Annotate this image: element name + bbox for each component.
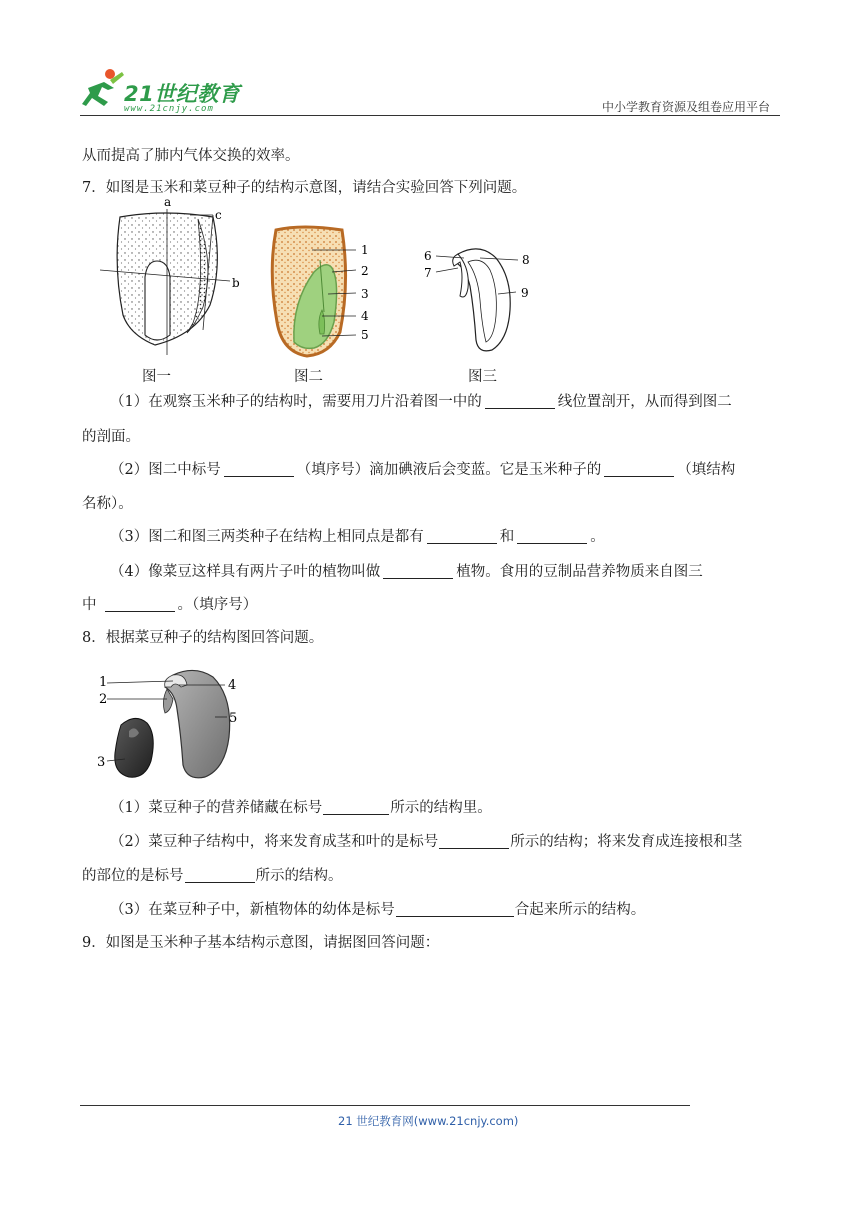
fig3-label-9: 9 — [521, 286, 529, 300]
figure-corn-seed-section — [262, 222, 382, 362]
answer-blank[interactable] — [105, 597, 175, 612]
q8-label-5: 5 — [229, 711, 238, 726]
header — [80, 66, 780, 116]
answer-blank[interactable] — [439, 834, 509, 849]
runner-logo-icon — [80, 66, 126, 110]
answer-blank[interactable] — [383, 564, 453, 579]
footer-rule — [80, 1105, 690, 1106]
fig3-caption: 图三 — [468, 369, 497, 385]
answer-blank[interactable] — [604, 462, 674, 477]
fig3-label-7: 7 — [424, 266, 432, 280]
fig3-label-8: 8 — [522, 253, 530, 267]
answer-blank[interactable] — [396, 902, 514, 917]
q7-part1-line2: 的剖面。 — [82, 429, 140, 445]
q8-label-3: 3 — [97, 755, 106, 770]
figure-corn-seed-outline — [95, 195, 245, 360]
q8-label-2: 2 — [99, 692, 108, 707]
q9-stem: 9．如图是玉米种子基本结构示意图，请据图回答问题： — [82, 935, 440, 951]
fig1-label-a: a — [164, 195, 172, 209]
footer-link[interactable]: 21 世纪教育网(www.21cnjy.com) — [338, 1114, 519, 1128]
q8-part3: （3）在菜豆种子中，新植物体的幼体是标号 合起来所示的结构。 — [110, 902, 646, 918]
fig2-label-4: 4 — [361, 309, 369, 323]
answer-blank[interactable] — [485, 394, 555, 409]
answer-blank[interactable] — [517, 529, 587, 544]
fig1-label-c: c — [215, 208, 222, 222]
carry-line: 从而提高了肺内气体交换的效率。 — [82, 148, 300, 164]
figure-bean-seed-outline — [420, 240, 540, 360]
fig2-label-3: 3 — [361, 287, 369, 301]
q8-label-4: 4 — [228, 678, 237, 693]
q8-stem: 8．根据菜豆种子的结构图回答问题。 — [82, 630, 324, 646]
figure-bean-seed-photo — [95, 665, 255, 785]
q8-part1: （1）菜豆种子的营养储藏在标号 所示的结构里。 — [110, 800, 492, 816]
logo-text: 21世纪教育 — [124, 82, 241, 106]
answer-blank[interactable] — [323, 800, 389, 815]
answer-blank[interactable] — [185, 868, 255, 883]
q8-label-1: 1 — [99, 675, 108, 690]
q7-part4-line1: （4）像菜豆这样具有两片子叶的植物叫做 植物。食用的豆制品营养物质来自图三 — [110, 564, 703, 580]
fig2-label-5: 5 — [361, 328, 369, 342]
platform-name: 中小学教育资源及组卷应用平台 — [601, 100, 770, 114]
fig2-label-1: 1 — [361, 243, 369, 257]
fig2-caption: 图二 — [294, 369, 323, 385]
fig2-label-2: 2 — [361, 264, 369, 278]
q7-stem: 7．如图是玉米和菜豆种子的结构示意图，请结合实验回答下列问题。 — [82, 180, 527, 196]
q7-part3: （3）图二和图三两类种子在结构上相同点是都有 和 。 — [110, 529, 605, 545]
fig1-label-b: b — [232, 276, 240, 290]
fig3-label-6: 6 — [424, 249, 432, 263]
answer-blank[interactable] — [224, 462, 294, 477]
logo-url: www.21cnjy.com — [124, 104, 214, 114]
q8-part2-line1: （2）菜豆种子结构中，将来发育成茎和叶的是标号 所示的结构；将来发育成连接根和茎 — [110, 834, 743, 850]
header-rule — [80, 115, 780, 116]
q8-part2-line2: 的部位的是标号 所示的结构。 — [82, 868, 343, 884]
q7-part2-line1: （2）图二中标号 （填序号）滴加碘液后会变蓝。它是玉米种子的 （填结构 — [110, 462, 736, 478]
answer-blank[interactable] — [427, 529, 497, 544]
q7-part4-line2: 中 。（填序号） — [82, 597, 258, 613]
q7-part1-line1: （1）在观察玉米种子的结构时，需要用刀片沿着图一中的 线位置剖开，从而得到图二 — [110, 394, 732, 410]
q7-part2-line2: 名称）。 — [82, 496, 133, 512]
fig1-caption: 图一 — [142, 369, 171, 385]
